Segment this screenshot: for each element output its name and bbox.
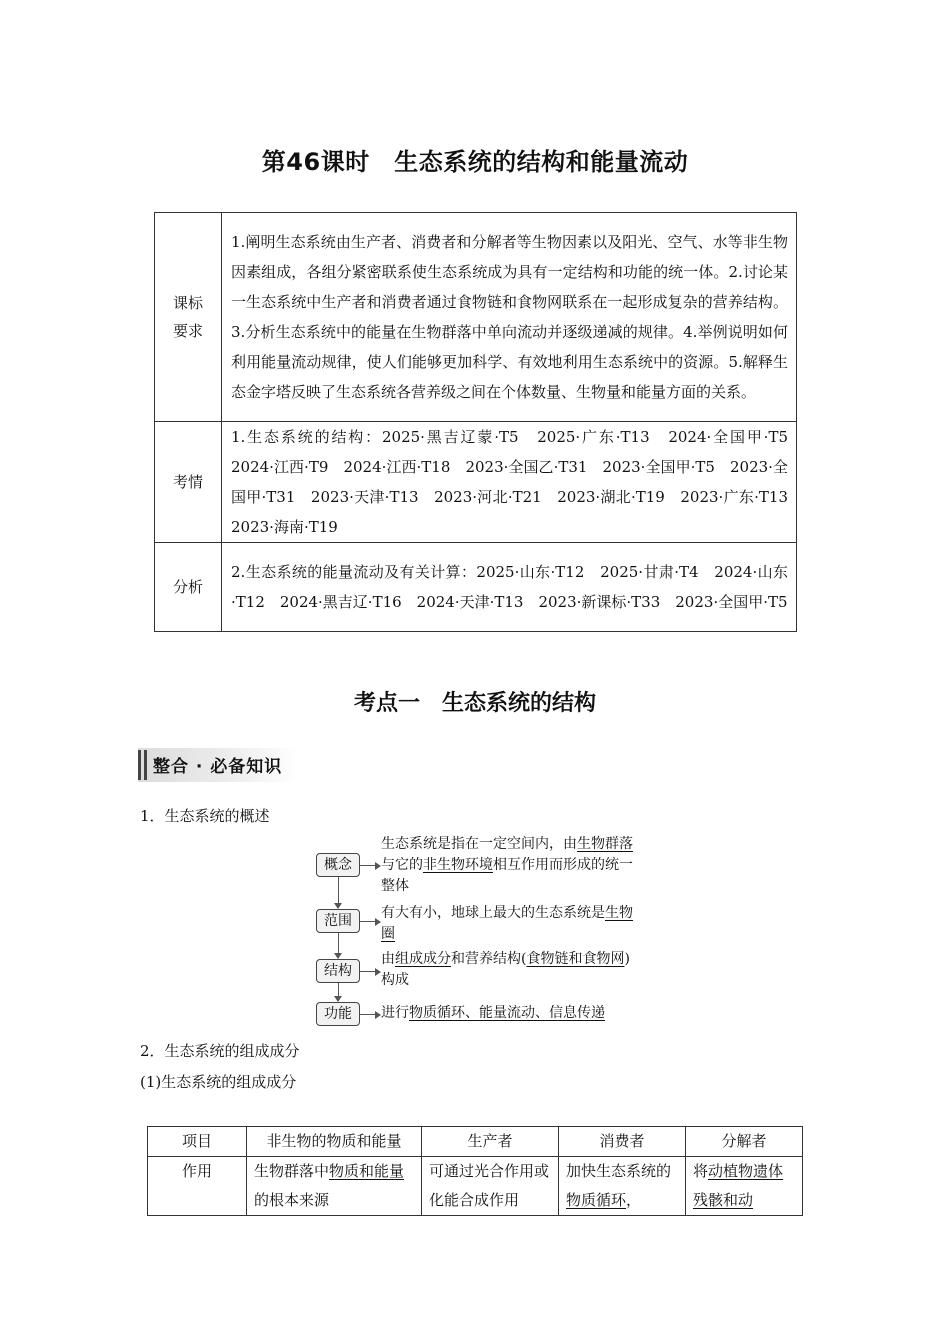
text-part: 的根本来源 [254,1191,330,1209]
header-cell: 非生物的物质和能量 [247,1127,422,1157]
structure-box: 结构 [316,959,360,983]
text-part: 由 [381,951,395,967]
arrow-right [360,971,376,972]
underlined-term: 物质循环、能量流动、信息传递 [409,1005,605,1021]
banner-bar [144,750,147,780]
concept-box: 概念 [316,853,360,877]
concept-text [381,834,643,897]
text-part: 进行 [381,1005,409,1021]
banner-label: 整合 · 必备知识 [153,757,283,777]
arrow-down [338,877,339,908]
banner-bar [138,750,141,780]
scope-box: 范围 [316,909,360,933]
text-part: 加快生态系统的 [566,1162,672,1180]
section-banner [138,748,298,782]
heading-components: 2．生态系统的组成成分 [140,1042,300,1060]
arrow-down [338,983,339,1001]
table-row [148,1157,803,1216]
underlined-term: 物质循环 [566,1191,627,1209]
row-label: 考情 [155,422,222,543]
row-label-text: 课标要求 [172,294,203,340]
structure-text [381,949,643,991]
section-title: 考点一 生态系统的结构 [353,691,596,716]
row-label: 分析 [155,543,222,632]
underlined-term: 物质和能量 [329,1162,405,1180]
heading-components-sub: (1)生态系统的组成成分 [140,1073,297,1091]
header-cell: 消费者 [559,1127,686,1157]
arrow-right [360,1014,376,1015]
text-part: 相互作用而形成的统一整体 [381,857,633,894]
function-text [381,1003,643,1024]
overview-diagram [310,832,650,1032]
text-part: 生态系统是指在一定空间内，由 [381,836,577,852]
header-cell: 项目 [148,1127,247,1157]
row-label: 作用 [148,1157,247,1216]
underlined-term: 非生物环境 [423,857,493,873]
text-part: 有大有小，地球上最大的生态系统是 [381,905,605,921]
text-part: ， [626,1191,642,1209]
text-part: 和营养结构( [451,951,527,967]
underlined-term: 生物群落 [577,836,633,852]
table-cell [559,1157,686,1216]
underlined-term: 动植物遗体残骸和动 [693,1162,784,1209]
function-box: 功能 [316,1002,360,1026]
text-part: 生物群落中 [254,1162,330,1180]
table-row [155,213,797,422]
table-row [155,543,797,632]
text-part: )构成 [381,951,630,988]
table-header-row [148,1127,803,1157]
text-part: 可通过光合作用或化能合成作用 [429,1162,550,1209]
components-table [147,1126,803,1216]
underlined-term: 食物链和食物网 [526,951,625,967]
underlined-term: 生物圈 [381,905,633,942]
heading-overview: 1．生态系统的概述 [140,807,270,825]
header-cell: 分解者 [686,1127,803,1157]
arrow-right [360,921,376,922]
underlined-term: 组成成分 [395,951,451,967]
row-text: 2.生态系统的能量流动及有关计算：2025·山东·T12 2025·甘肃·T4 2024·山东·T12 2024·黑吉辽·T16 2024·天津·T13 2023·新课标·T33 2023·全国甲·T5 [222,543,797,632]
curriculum-requirements-table [154,212,804,632]
row-text: 1.生态系统的结构：2025·黑吉辽蒙·T5 2025·广东·T13 2024·全国甲·T5 2024·江西·T9 2024·江西·T18 2023·全国乙·T31 2023·全国甲·T5 2023·全国甲·T31 2023·天津·T13 2023·河北·T21 2023·湖北·T19 2023·广东·T13 2023·海南·T19 [222,422,797,543]
text-part: 将 [693,1162,709,1180]
table-row [155,422,797,543]
scope-text [381,903,643,945]
header-cell: 生产者 [422,1127,559,1157]
row-text: 1.阐明生态系统由生产者、消费者和分解者等生物因素以及阳光、空气、水等非生物因素组成，各组分紧密联系使生态系统成为具有一定结构和功能的统一体。2.讨论某一生态系统中生产者和消费者通过食物链和食物网联系在一起形成复杂的营养结构。3.分析生态系统中的能量在生物群落中单向流动并逐级递减的规律。4.举例说明如何利用能量流动规律，使人们能够更加科学、有效地利用生态系统中的资源。5.解释生态金字塔反映了生态系统各营养级之间在个体数量、生物量和能量方面的关系。 [222,213,797,422]
row-label [155,213,222,422]
table-cell [686,1157,803,1216]
text-part: 与它的 [381,857,423,873]
table-cell [422,1157,559,1216]
arrow-right [360,865,376,866]
table-cell [247,1157,422,1216]
arrow-down [338,933,339,958]
page-title: 第46课时 生态系统的结构和能量流动 [261,148,689,176]
